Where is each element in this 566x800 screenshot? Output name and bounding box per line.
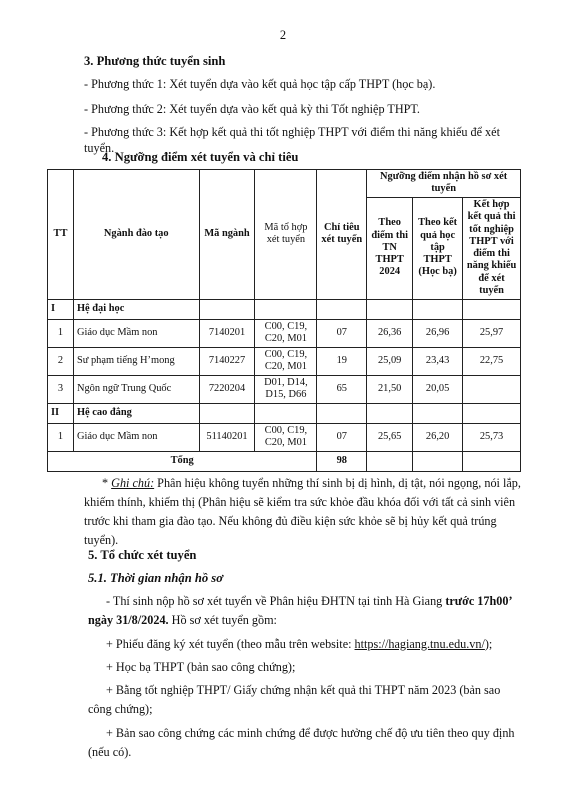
cell-code: 51140201	[199, 423, 255, 451]
website-link[interactable]: https://hagiang.tnu.edu.vn/	[354, 636, 485, 651]
cell-quota: 19	[317, 347, 367, 375]
cell-tt: 3	[48, 375, 74, 403]
section-4-heading: 4. Ngưỡng điểm xét tuyển và chỉ tiêu	[102, 150, 299, 164]
method-2: - Phương thức 2: Xét tuyển dựa vào kết quả kỳ thi Tốt nghiệp THPT.	[84, 102, 420, 117]
header-sub-combined: Kết hợp kết quả thi tốt nghiệp THPT với điểm thi năng khiếu để xét tuyển	[463, 197, 521, 299]
section-3	[84, 52, 518, 156]
header-combo: Mã tổ hợp xét tuyển	[255, 170, 317, 300]
cell-code: 7140201	[199, 319, 255, 347]
section-4	[102, 148, 536, 167]
document-item-1	[88, 635, 524, 653]
cell-quota: 07	[317, 423, 367, 451]
cell-score-transcript: 26,96	[413, 319, 463, 347]
cell-code: 7140227	[199, 347, 255, 375]
table-row	[48, 319, 521, 347]
header-tt: TT	[48, 170, 74, 300]
table-header-row	[48, 170, 521, 198]
document-item-4: + Bản sao công chứng các minh chứng để được hưởng chế độ ưu tiên theo quy định (nếu có).	[88, 726, 515, 759]
note-text: Phân hiệu không tuyển những thí sinh bị dị hình, dị tật, nói ngọng, nói lắp, khiếm thính, khiếm thị (Phân hiệu sẽ kiểm tra sức khỏe đầu khóa đối với tất cả sinh viên trước khi tham gia đào tạo. Nếu không đủ điều kiện sức khỏe sẽ bị hủy kết quả trúng tuyển).	[84, 476, 521, 547]
method-3: - Phương thức 3: Kết hợp kết quả thi tốt nghiệp THPT với điểm thi năng khiếu để xét tuyển.	[84, 125, 500, 155]
header-code: Mã ngành	[199, 170, 255, 300]
header-major: Ngành đào tạo	[73, 170, 199, 300]
note-paragraph	[84, 474, 524, 550]
cell-major: Ngôn ngữ Trung Quốc	[73, 375, 199, 403]
header-sub-transcript: Theo kết quả học tập THPT (Học bạ)	[413, 197, 463, 299]
cell-score-transcript: 23,43	[413, 347, 463, 375]
intro-tail: Hồ sơ xét tuyển gồm:	[168, 612, 277, 627]
cell-score-transcript: 26,20	[413, 423, 463, 451]
document-item-2: + Học bạ THPT (bản sao công chứng);	[106, 659, 296, 674]
cell-combo: D01, D14, D15, D66	[255, 375, 317, 403]
cell-major: Giáo dục Mầm non	[73, 423, 199, 451]
cell-combo: C00, C19, C20, M01	[255, 319, 317, 347]
cell-tt: 1	[48, 423, 74, 451]
group-row-university	[48, 299, 521, 319]
cell-score-combined: 25,97	[463, 319, 521, 347]
section-5-heading: 5. Tổ chức xét tuyển	[88, 548, 197, 562]
total-label: Tổng	[48, 451, 317, 471]
cell-major: Sư phạm tiếng H’mong	[73, 347, 199, 375]
cell-quota: 07	[317, 319, 367, 347]
cell-tt: 2	[48, 347, 74, 375]
cell-score-combined: 25,73	[463, 423, 521, 451]
table-row	[48, 423, 521, 451]
cell-score-exam: 25,09	[367, 347, 413, 375]
admission-table	[47, 169, 521, 472]
cell-code: 7220204	[199, 375, 255, 403]
group-label: Hệ cao đẳng	[73, 403, 199, 423]
total-value: 98	[317, 451, 367, 471]
item1-tail: );	[484, 636, 493, 651]
cell-combo: C00, C19, C20, M01	[255, 347, 317, 375]
method-1: - Phương thức 1: Xét tuyển dựa vào kết quả học tập cấp THPT (học bạ).	[84, 76, 436, 91]
submission-intro	[88, 592, 524, 630]
cell-score-combined: 22,75	[463, 347, 521, 375]
intro-text: - Thí sinh nộp hồ sơ xét tuyển về Phân hiệu ĐHTN tại tỉnh Hà Giang	[106, 593, 446, 608]
page-number: 2	[279, 28, 287, 42]
cell-quota: 65	[317, 375, 367, 403]
cell-major: Giáo dục Mầm non	[73, 319, 199, 347]
cell-score-exam: 25,65	[367, 423, 413, 451]
table-total-row	[48, 451, 521, 471]
group-num: II	[48, 403, 74, 423]
table-row	[48, 347, 521, 375]
group-row-college	[48, 403, 521, 423]
table-row	[48, 375, 521, 403]
header-quota: Chỉ tiêu xét tuyển	[317, 170, 367, 300]
note-prefix: *	[102, 476, 112, 490]
cell-combo: C00, C19, C20, M01	[255, 423, 317, 451]
note-label: Ghi chú:	[111, 476, 155, 490]
cell-score-transcript: 20,05	[413, 375, 463, 403]
section-5-1-heading: 5.1. Thời gian nhận hồ sơ	[88, 570, 223, 585]
cell-tt: 1	[48, 319, 74, 347]
item1-text: + Phiếu đăng ký xét tuyển (theo mẫu trên website:	[106, 636, 355, 651]
section-5	[88, 546, 524, 762]
deadline-text: trước 17h00’ ngày 31/8/2024.	[88, 593, 512, 627]
group-label: Hệ đại học	[73, 299, 199, 319]
cell-score-exam: 26,36	[367, 319, 413, 347]
section-3-heading: 3. Phương thức tuyển sinh	[84, 54, 226, 68]
group-num: I	[48, 299, 74, 319]
document-item-3: + Bằng tốt nghiệp THPT/ Giấy chứng nhận kết quả thi THPT năm 2023 (bản sao công chứng);	[88, 683, 501, 717]
header-threshold-group: Ngưỡng điểm nhận hồ sơ xét tuyển	[367, 170, 521, 198]
note	[84, 474, 524, 550]
cell-score-exam: 21,50	[367, 375, 413, 403]
header-sub-exam: Theo điểm thi TN THPT 2024	[367, 197, 413, 299]
cell-score-combined	[463, 375, 521, 403]
